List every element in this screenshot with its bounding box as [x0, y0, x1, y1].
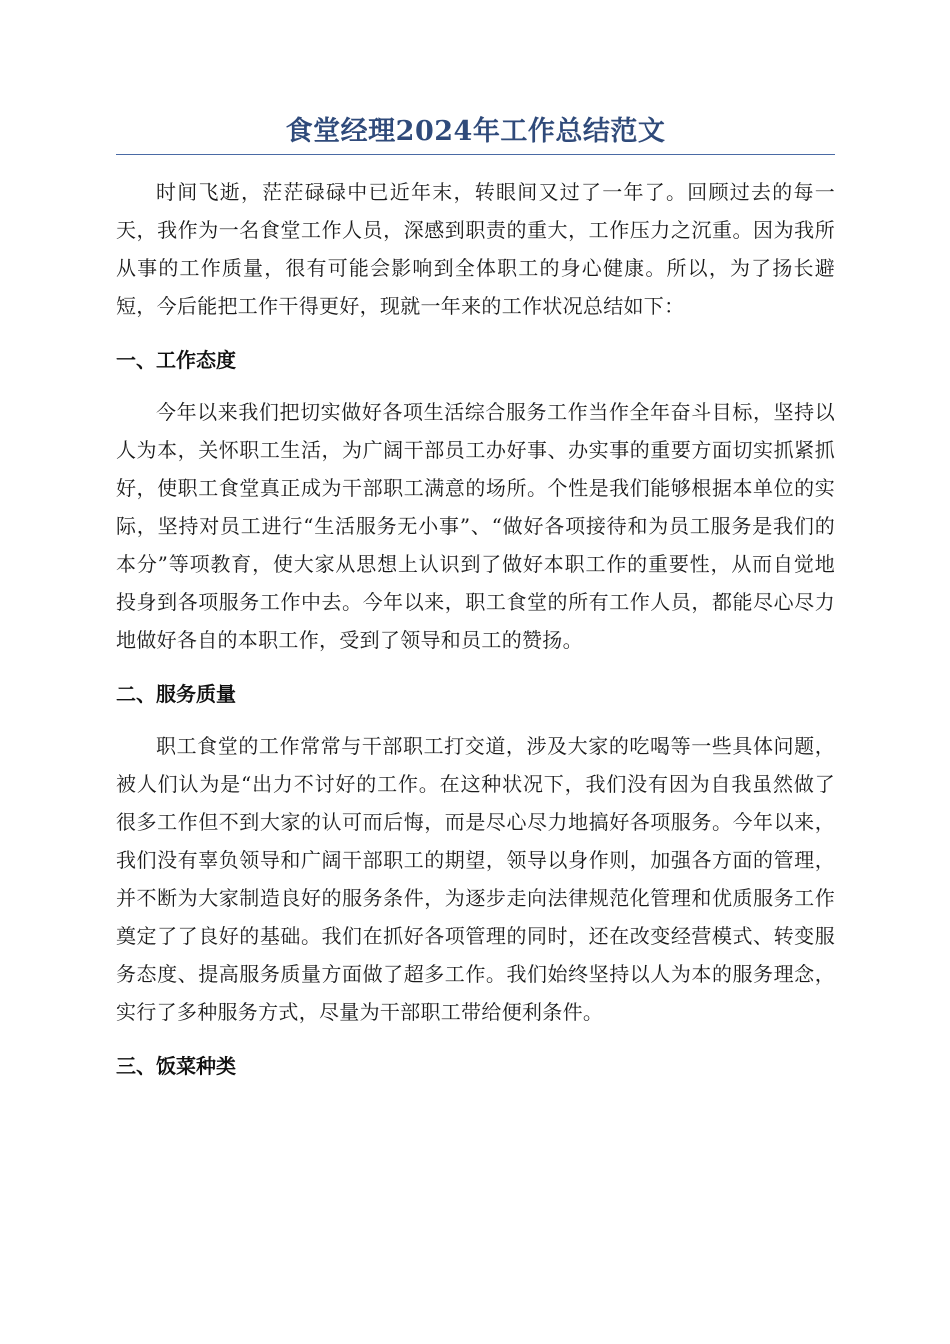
section-body-service-quality: 职工食堂的工作常常与干部职工打交道，涉及大家的吃喝等一些具体问题，被人们认为是“出力不讨好的工作。在这种状况下，我们没有因为自我虽然做了很多工作但不到大家的认可而后悔，而是尽心尽力地搞好各项服务。今年以来，我们没有辜负领导和广阔干部职工的期望，领导以身作则，加强各方面的管理，并不断为大家制造良好的服务条件，为逐步走向法律规范化管理和优质服务工作奠定了了良好的基础。我们在抓好各项管理的同时，还在改变经营模式、转变服务态度、提高服务质量方面做了超多工作。我们始终坚持以人为本的服务理念，实行了多种服务方式，尽量为干部职工带给便利条件。 — [116, 734, 835, 1024]
title-underline — [116, 154, 835, 155]
section-heading-dish-types: 三、饭菜种类 — [116, 1054, 236, 1078]
section-heading-service-quality: 二、服务质量 — [116, 682, 236, 706]
section-body-attitude: 今年以来我们把切实做好各项生活综合服务工作当作全年奋斗目标，坚持以人为本，关怀职工生活，为广阔干部员工办好事、办实事的重要方面切实抓紧抓好，使职工食堂真正成为干部职工满意的场所。个性是我们能够根据本单位的实际，坚持对员工进行“生活服务无小事”、“做好各项接待和为员工服务是我们的本分”等项教育，使大家从思想上认识到了做好本职工作的重要性，从而自觉地投身到各项服务工作中去。今年以来，职工食堂的所有工作人员，都能尽心尽力地做好各自的本职工作，受到了领导和员工的赞扬。 — [116, 400, 835, 652]
intro-paragraph: 时间飞逝，茫茫碌碌中已近年末，转眼间又过了一年了。回顾过去的每一天，我作为一名食堂工作人员，深感到职责的重大，工作压力之沉重。因为我所从事的工作质量，很有可能会影响到全体职工的身心健康。所以，为了扬长避短，今后能把工作干得更好，现就一年来的工作状况总结如下： — [116, 180, 835, 318]
document-title: 食堂经理2024年工作总结范文 — [285, 116, 666, 147]
section-heading-attitude: 一、工作态度 — [116, 348, 236, 372]
document-page — [116, 110, 835, 1099]
